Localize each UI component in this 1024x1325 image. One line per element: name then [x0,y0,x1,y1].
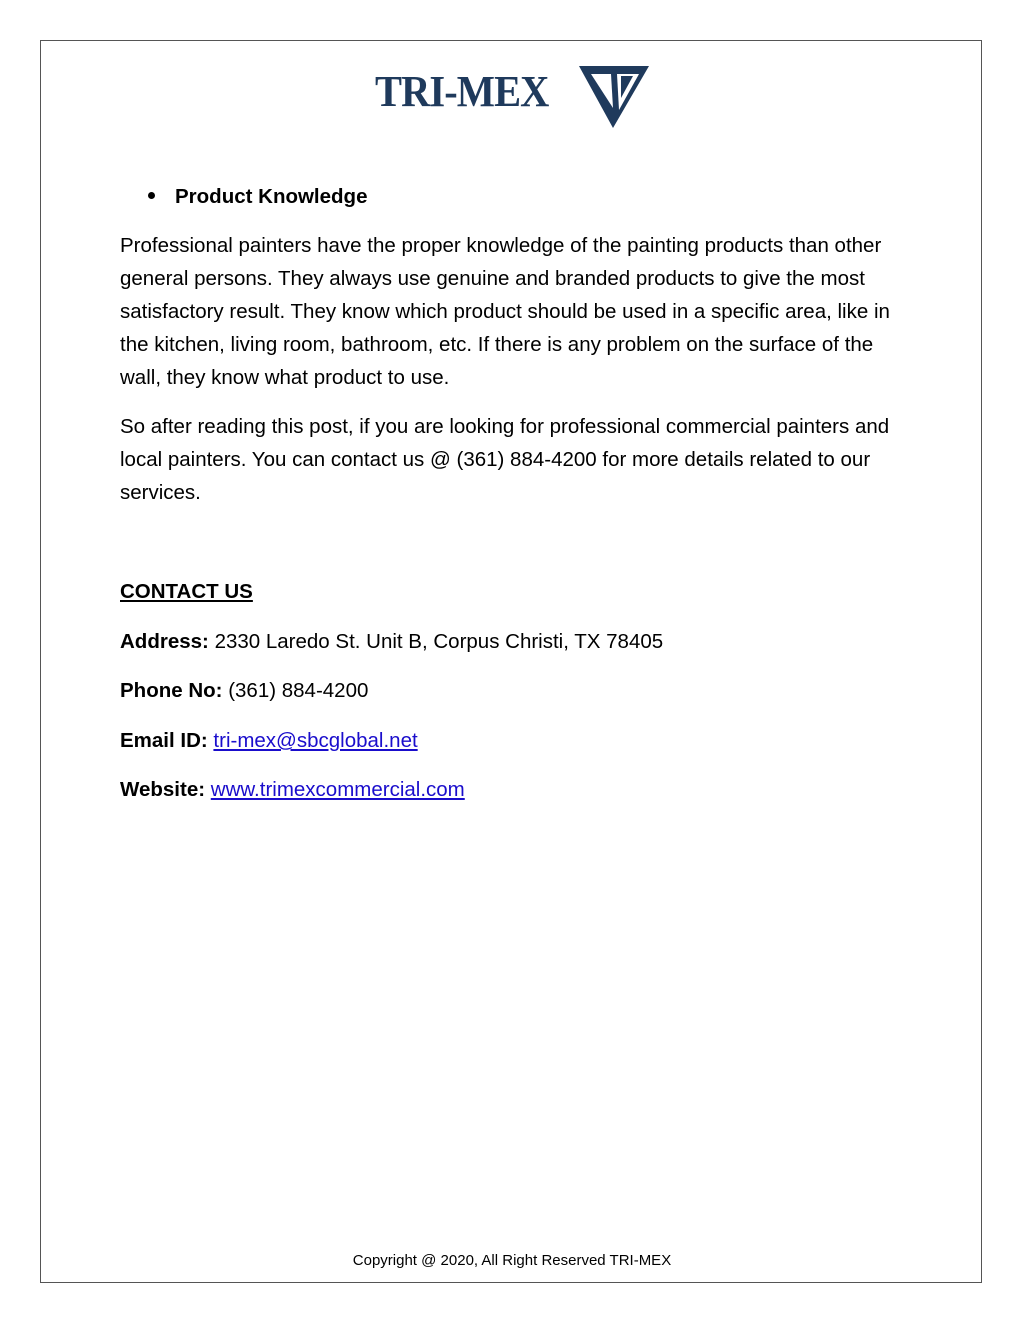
phone-value: (361) 884-4200 [228,679,369,702]
paragraph-text: Professional painters have the proper knowledge of the painting products than other general persons. They always use genuine and branded products to give the most satisfactory result. They know which product should be used in a specific area, like in the kitchen, living room, bathroom, etc. If there is any problem on the surface of the wall, they know what product to use. [120,234,890,389]
contact-address [120,625,663,658]
website-label: Website: [120,778,206,801]
page-border [40,40,982,1283]
logo-triangle-icon [577,62,651,130]
email-label: Email ID: [120,729,208,752]
bullet-item-product-knowledge [148,180,367,213]
contact-heading: CONTACT US [120,580,253,603]
logo-text: TRI-MEX [375,67,549,116]
address-label: Address: [120,630,209,653]
tri-mex-logo [375,60,655,132]
bullet-icon [148,192,155,199]
website-link[interactable]: www.trimexcommercial.com [210,778,465,801]
email-link[interactable]: tri-mex@sbcglobal.net [213,729,418,752]
paragraph-text: So after reading this post, if you are looking for professional commercial painters and local painters. You can contact us @ (361) 884-4200 for more details related to our services. [120,415,890,504]
paragraph-contact-info [120,410,910,509]
bullet-heading: Product Knowledge [175,185,368,208]
contact-website [120,773,465,806]
contact-email [120,724,418,757]
contact-phone [120,674,368,707]
footer-copyright: Copyright @ 2020, All Right Reserved TRI-MEX [352,1252,672,1269]
phone-label: Phone No: [120,679,223,702]
address-value: 2330 Laredo St. Unit B, Corpus Christi, TX 78405 [214,630,664,653]
paragraph-product-knowledge [120,229,910,394]
